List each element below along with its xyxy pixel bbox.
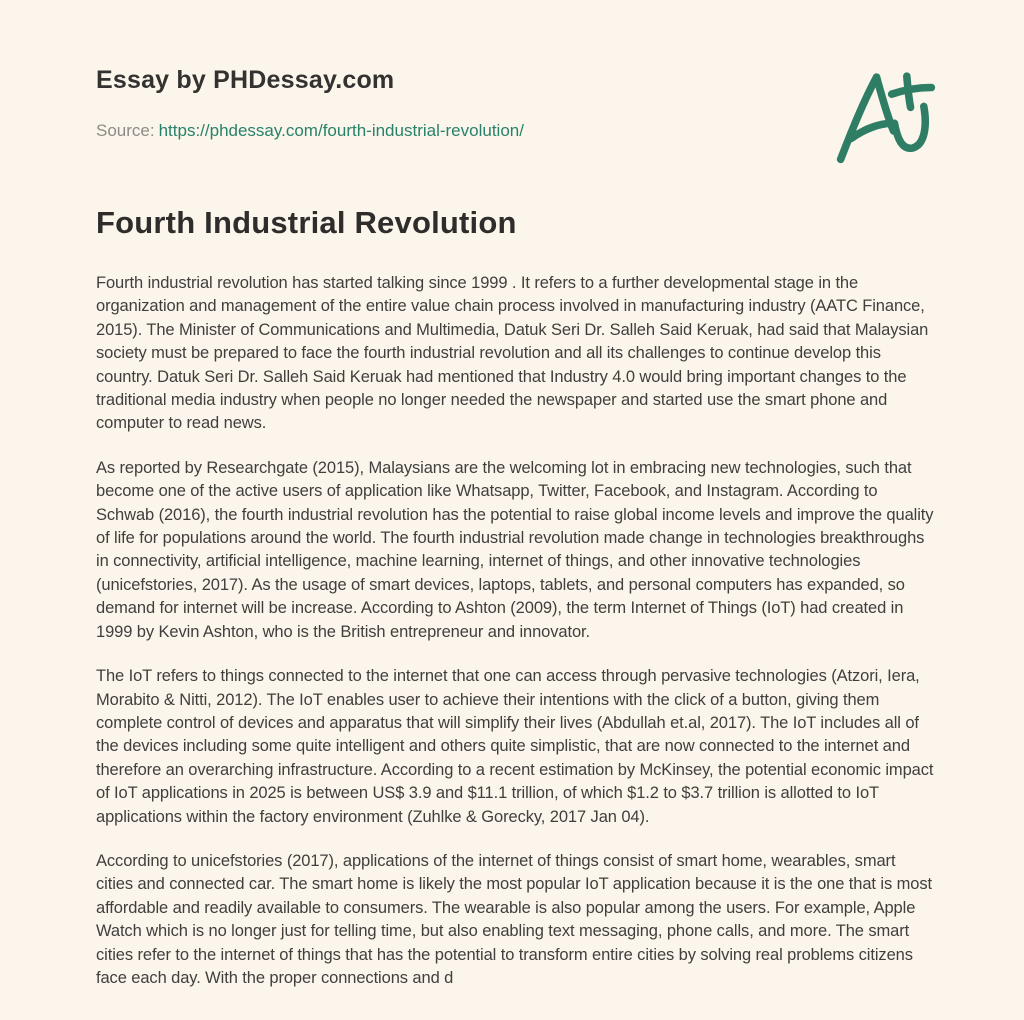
document-header <box>96 66 932 141</box>
source-url-link[interactable]: https://phdessay.com/fourth-industrial-revolution/ <box>158 121 524 140</box>
essay-title: Fourth Industrial Revolution <box>96 205 517 240</box>
essay-paragraphs <box>96 272 934 990</box>
source-line <box>96 121 932 141</box>
source-label: Source: <box>96 121 155 140</box>
byline-heading: Essay by PHDessay.com <box>96 66 395 94</box>
essay-paragraph: According to unicefstories (2017), applications of the internet of things consist of smart home, wearables, smart cities and connected car. The smart home is likely the most popular IoT application because it is the one that is most affordable and readily available to consumers. The wearable is also popular among the users. For example, Apple Watch which is no longer just for telling time, but also enabling text messaging, phone calls, and more. The smart cities refer to the internet of things that has the potential to transform entire cities by solving real problems citizens face each day. With the proper connections and d <box>96 851 932 987</box>
essay-paragraph: The IoT refers to things connected to the internet that one can access through pervasive technologies (Atzori, Iera, Morabito & Nitti, 2012). The IoT enables user to achieve their intentions with the click of a button, giving them complete control of devices and apparatus that will simplify their lives (Abdullah et.al, 2017). The IoT includes all of the devices including some quite intelligent and others quite simplistic, that are now connected to the internet and therefore an overarching infrastructure. According to a recent estimation by McKinsey, the potential economic impact of IoT applications in 2025 is between US$ 3.9 and $11.1 trillion, of which $1.2 to $3.7 trillion is allotted to IoT applications within the factory environment (Zuhlke & Gorecky, 2017 Jan 04). <box>96 667 934 826</box>
phdessay-logo <box>834 60 938 168</box>
essay-body <box>96 205 932 990</box>
essay-paragraph: As reported by Researchgate (2015), Malaysians are the welcoming lot in embracing new technologies, such that become one of the active users of application like Whatsapp, Twitter, Facebook, and Instagram. According to Schwab (2016), the fourth industrial revolution has the potential to raise global income levels and improve the quality of life for populations around the world. The fourth industrial revolution made change in technologies breakthroughs in connectivity, artificial intelligence, machine learning, internet of things, and other innovative technologies (unicefstories, 2017). As the usage of smart devices, laptops, tablets, and personal computers has expanded, so demand for internet will be increase. According to Ashton (2009), the term Internet of Things (IoT) had created in 1999 by Kevin Ashton, who is the British entrepreneur and innovator. <box>96 458 934 641</box>
a-plus-logo-icon <box>834 60 938 168</box>
essay-paragraph: Fourth industrial revolution has started talking since 1999 . It refers to a further developmental stage in the organization and management of the entire value chain process involved in manufacturing industry (AATC Finance, 2015). The Minister of Communications and Multimedia, Datuk Seri Dr. Salleh Said Keruak, had said that Malaysian society must be prepared to face the fourth industrial revolution and all its challenges to continue develop this country. Datuk Seri Dr. Salleh Said Keruak had mentioned that Industry 4.0 would bring important changes to the traditional media industry when people no longer needed the newspaper and started use the smart phone and computer to read news. <box>96 274 929 433</box>
